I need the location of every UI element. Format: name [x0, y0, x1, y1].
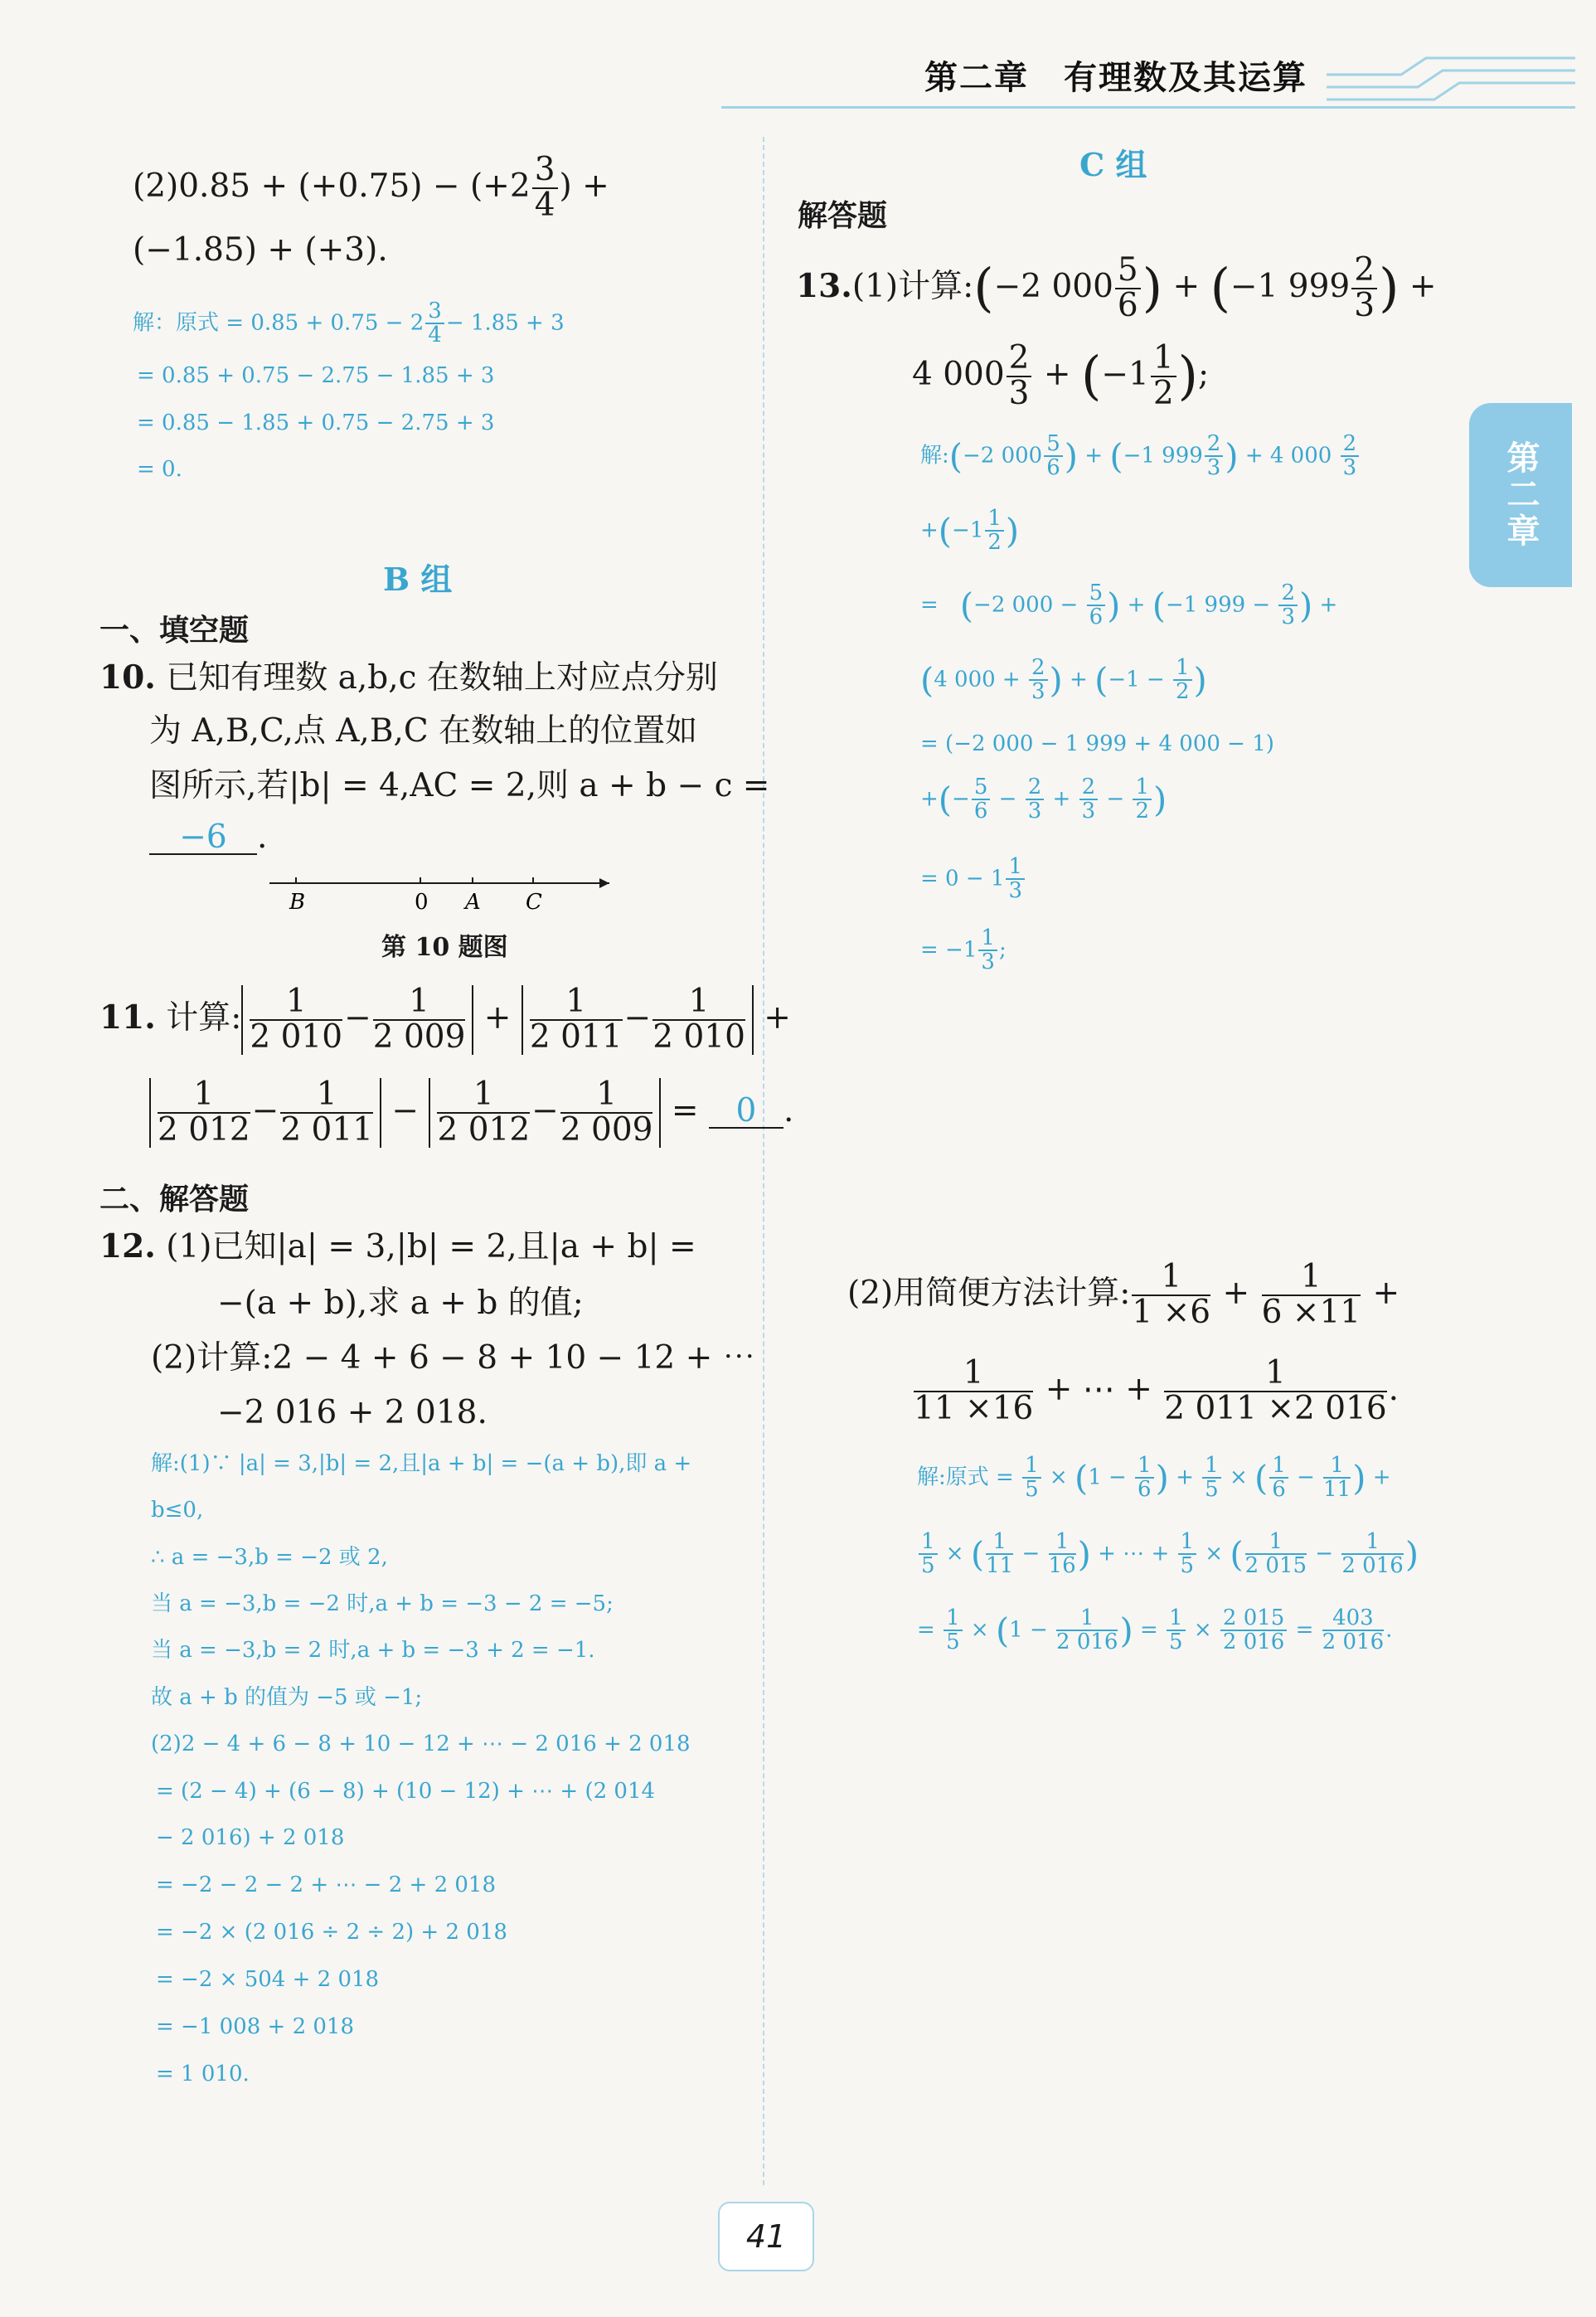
chapter-side-tab: 第二章	[1469, 403, 1572, 587]
q12-answer-14: = 1 010.	[156, 2062, 250, 2086]
q12-answer-9: − 2 016) + 2 018	[156, 1825, 345, 1850]
q10-answer-line: −6 .	[149, 821, 267, 855]
origin-label: 0	[415, 890, 429, 912]
q12-answer-11: = −2 × (2 016 ÷ 2 ÷ 2) + 2 018	[156, 1920, 507, 1945]
q13-1-answer-4: (4 000 + $\frac{2}{3}$ ) + (−1 − $\frac{1}{2}$ )	[920, 655, 1207, 705]
q10-answer-blank: −6	[149, 821, 257, 855]
q12-answer-13: = −1 008 + 2 018	[156, 2014, 355, 2039]
q12-answer-10: = −2 − 2 − 2 + ⋯ − 2 + 2 018	[156, 1873, 497, 1897]
q12-answer-12: = −2 × 504 + 2 018	[156, 1967, 380, 1992]
q12-line2: −(a + b),求 a + b 的值;	[217, 1285, 584, 1322]
chapter-title: 第二章 有理数及其运算	[924, 59, 1307, 97]
q12-answer-7: (2)2 − 4 + 6 − 8 + 10 − 12 + ⋯ − 2 016 + 2 018	[151, 1732, 691, 1756]
q10-figure-caption: 第 10 题图	[381, 933, 508, 962]
q12-line3: (2)计算:2 − 4 + 6 − 8 + 10 − 12 + ⋯	[151, 1339, 755, 1377]
q10-line1: 10. 已知有理数 a,b,c 在数轴上对应点分别	[99, 658, 718, 697]
q9-answer-3: = 0.85 − 1.85 + 0.75 − 2.75 + 3	[137, 410, 495, 435]
q11-line1: 11. 计算: $\frac{1}{2 010}$ − $\frac{1}{2 009}$ + $\frac{1}{2 011}$ − $\frac{1}{2 010}$ +	[99, 983, 791, 1056]
section-solve: 二、解答题	[99, 1183, 250, 1217]
number-line-figure	[269, 862, 618, 912]
q13-1-answer-2: +(−1 $\frac{1}{2}$ )	[920, 506, 1020, 556]
page-number: 41	[718, 2202, 814, 2271]
q10-line3: 图所示,若|b| = 4,AC = 2,则 a + b − c =	[149, 767, 770, 804]
q9-line1: (2)0.85 + (+0.75) − (+2 $\frac{3}{4}$ ) +	[133, 151, 609, 224]
section-solve-c: 解答题	[798, 199, 888, 233]
q13-1-answer-6: +(− $\frac{5}{6}$ − $\frac{2}{3}$ + $\frac{2}{3}$ − $\frac{1}{2}$ )	[920, 775, 1167, 824]
q12-answer-1: 解:(1)∵ |a| = 3,|b| = 2,且|a + b| = −(a + b),即 a +	[151, 1451, 692, 1476]
q13-2-line1: (2)用简便方法计算: $\frac{1}{1 \times 6}$ + $\frac{1}{6 \times 11}$ +	[847, 1258, 1400, 1331]
q13-2-answer-2: $\frac{1}{5}$ × ( $\frac{1}{11}$ − $\frac{1}{16}$ ) + ⋯ + $\frac{1}{5}$ × ( $\frac{1}{2 015}$ − $\frac{1}{2 016}$ )	[917, 1531, 1419, 1578]
q12-line4: −2 016 + 2 018.	[217, 1394, 488, 1431]
q12-answer-4: 当 a = −3,b = −2 时,a + b = −3 − 2 = −5;	[151, 1591, 614, 1616]
q13-1-answer-8: = −1 $\frac{1}{3}$ ;	[920, 925, 1007, 975]
q13-1-answer-7: = 0 − 1 $\frac{1}{3}$	[920, 856, 1026, 903]
q9-answer-2: = 0.85 + 0.75 − 2.75 − 1.85 + 3	[137, 363, 495, 388]
q12-answer-8: = (2 − 4) + (6 − 8) + (10 − 12) + ⋯ + (2 014	[156, 1779, 656, 1804]
q12-answer-3: ∴ a = −3,b = −2 或 2,	[151, 1545, 388, 1570]
q13-1-line1: 13.(1)计算:(−2 000 $\frac{5}{6}$ ) + (−1 999 $\frac{2}{3}$ ) +	[796, 251, 1437, 324]
q9-answer-4: = 0.	[137, 457, 182, 482]
section-fill-blank: 一、填空题	[99, 614, 250, 648]
q13-2-answer-1: 解:原式 = $\frac{1}{5}$ × (1 − $\frac{1}{6}$ ) + $\frac{1}{5}$ × ( $\frac{1}{6}$ − $\frac{1}{11}$ ) +	[917, 1453, 1391, 1503]
q12-line1: 12. (1)已知|a| = 3,|b| = 2,且|a + b| =	[99, 1227, 696, 1265]
q13-1-answer-1: 解:(−2 000 $\frac{5}{6}$ ) + (−1 999 $\frac{2}{3}$ ) + 4 000 $\frac{2}{3}$	[920, 433, 1361, 480]
q13-1-answer-3: = (−2 000 − $\frac{5}{6}$ ) + (−1 999 − $\frac{2}{3}$ ) +	[920, 580, 1338, 630]
group-b-heading: B 组	[383, 561, 453, 598]
point-b-label: B	[289, 890, 306, 912]
point-a-label: A	[465, 890, 481, 912]
q9-line2: (−1.85) + (+3).	[133, 231, 388, 269]
q11-answer-blank: 0	[709, 1095, 783, 1129]
q11-line2: $\frac{1}{2 012}$ − $\frac{1}{2 011}$ − $\frac{1}{2 012}$ − $\frac{1}{2 009}$ = 0 .	[149, 1078, 793, 1148]
q10-line2: 为 A,B,C,点 A,B,C 在数轴上的位置如	[149, 712, 698, 750]
point-c-label: C	[526, 890, 542, 912]
q9-answer-1: 解：原式 = 0.85 + 0.75 − 2 $\frac{3}{4}$ − 1.85 + 3	[133, 299, 565, 348]
header-decoration	[1327, 50, 1575, 108]
q12-answer-5: 当 a = −3,b = 2 时,a + b = −3 + 2 = −1.	[151, 1638, 595, 1663]
group-c-heading: C 组	[1079, 146, 1147, 183]
q13-2-line2: $\frac{1}{11 \times 16}$ + ⋯ + $\frac{1}{2 011 \times 2 016}$ .	[914, 1354, 1400, 1427]
q13-1-line2: 4 000 $\frac{2}{3}$ + (−1 $\frac{1}{2}$ );	[912, 339, 1210, 412]
q12-answer-6: 故 a + b 的值为 −5 或 −1;	[151, 1685, 423, 1710]
q13-2-answer-3: = $\frac{1}{5}$ × (1 − $\frac{1}{2 016}$ ) = $\frac{1}{5}$ × $\frac{2 015}{2 016}$ = $\frac{403}{2 016}$ .	[917, 1605, 1393, 1655]
column-divider	[763, 137, 764, 2185]
q13-1-answer-5: = (−2 000 − 1 999 + 4 000 − 1)	[920, 731, 1274, 756]
q12-answer-2: b≤0,	[151, 1498, 204, 1523]
